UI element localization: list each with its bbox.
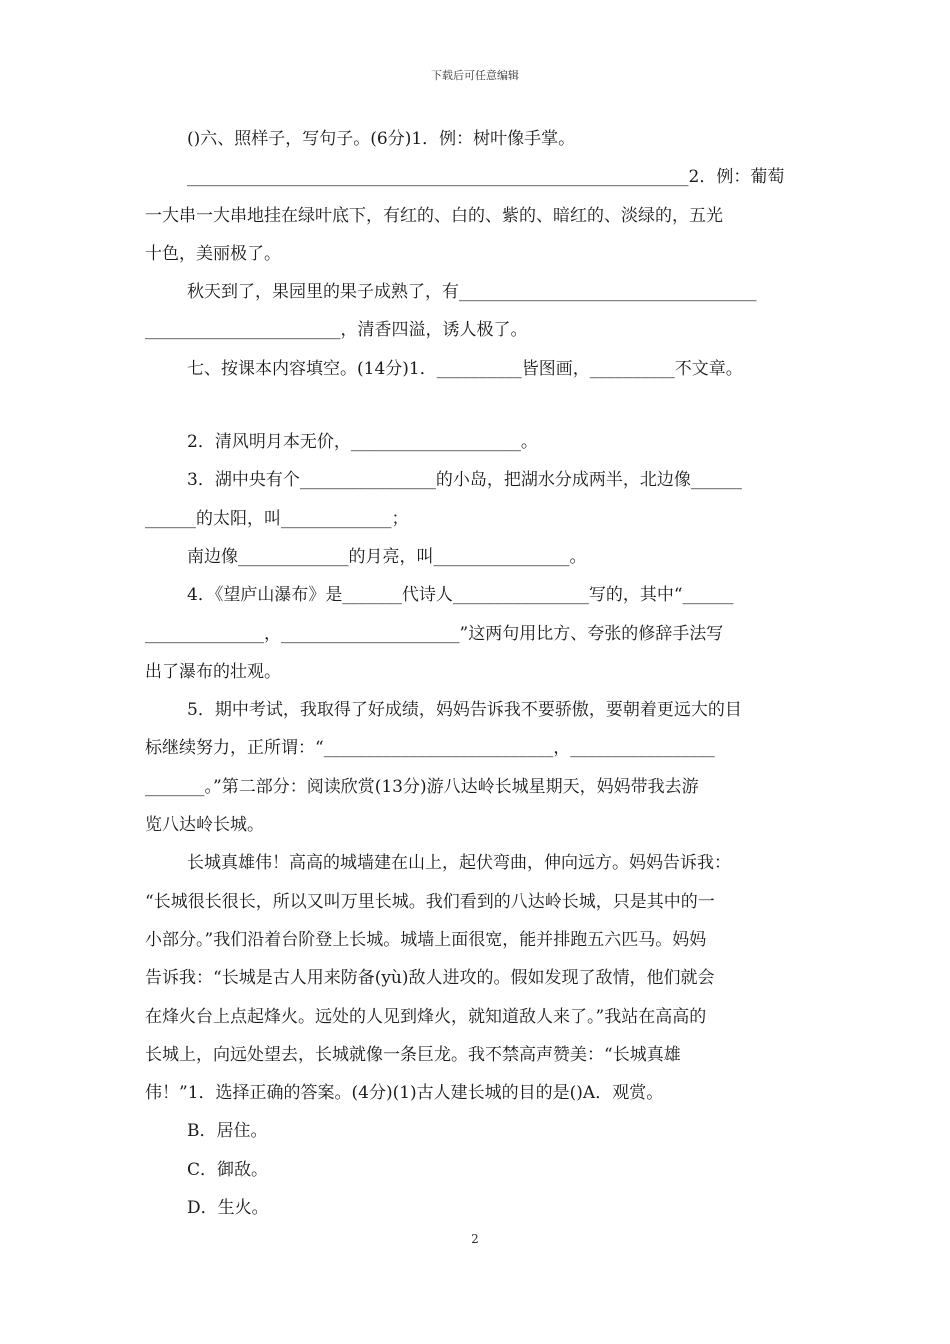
q6-prompt-2-cont: _______________________，清香四溢，诱人极了。: [145, 320, 528, 341]
q7-item-3-cont: ______的太阳，叫_____________；: [145, 508, 409, 529]
page-number: 2: [471, 1232, 479, 1246]
passage-line-3: 小部分。”我们沿着台阶登上长城。城墙上面很宽，能并排跑五六匹马。妈妈: [145, 929, 707, 950]
q7-item-4: 4．《望庐山瀑布》是_______代诗人________________写的，其中“______: [187, 585, 734, 606]
q7-item-4-end: 出了瀑布的壮观。: [145, 661, 281, 682]
option-d: D．生火。: [187, 1198, 269, 1219]
q7-item-2: 2．清风明月本无价，____________________。: [187, 432, 538, 453]
passage-line-2: “长城很长很长，所以又叫万里长城。我们看到的八达岭长城，只是其中的一: [145, 891, 715, 912]
passage-q1: 伟！”1．选择正确的答案。(4分)(1)古人建长城的目的是()A．观赏。: [145, 1083, 664, 1104]
q7-item-4-cont: ______________，_____________________”这两句用比方、夸张的修辞手法写: [145, 623, 724, 644]
q6-heading: ()六、照样子，写句子。(6分)1．例：树叶像手掌。: [187, 129, 576, 149]
passage-title-end: 览八达岭长城。: [145, 815, 264, 836]
document-body: [145, 120, 807, 1227]
q6-example-2: 一大串一大串地挂在绿叶底下，有红的、白的、紫的、暗红的、淡绿的，五光: [145, 205, 723, 226]
q6-answer-line-1: ___________________________________________________________2．例：葡萄: [187, 167, 785, 188]
q7-item-5-cont: 标继续努力，正所谓：“___________________________，_________________: [145, 738, 715, 759]
part2-heading: _______。”第二部分：阅读欣赏(13分)游八达岭长城星期天，妈妈带我去游: [145, 776, 699, 797]
q7-item-3-south: 南边像_____________的月亮，叫________________。: [187, 546, 587, 567]
option-c: C．御敌。: [187, 1159, 269, 1180]
page-header: 下载后可任意编辑: [431, 69, 519, 82]
q7-item-3: 3．湖中央有个________________的小岛，把湖水分成两半，北边像______: [187, 470, 742, 491]
passage-line-1: 长城真雄伟！高高的城墙建在山上，起伏弯曲，伸向远方。妈妈告诉我：: [187, 853, 731, 874]
passage-line-6: 长城上，向远处望去，长城就像一条巨龙。我不禁高声赞美：“长城真雄: [145, 1044, 681, 1065]
spacer: [145, 388, 807, 423]
q6-example-2-cont: 十色，美丽极了。: [145, 243, 281, 264]
option-b: B．居住。: [187, 1121, 268, 1142]
passage-line-5: 在烽火台上点起烽火。远处的人见到烽火，就知道敌人来了。”我站在高高的: [145, 1006, 707, 1027]
q7-heading: 七、按课本内容填空。(14分)1．__________皆图画，__________不文章。: [187, 358, 743, 379]
q6-prompt-2: 秋天到了，果园里的果子成熟了，有___________________________________: [187, 282, 757, 303]
passage-line-4: 告诉我：“长城是古人用来防备(yù)敌人进攻的。假如发现了敌情，他们就会: [145, 968, 715, 989]
q7-item-5: 5．期中考试，我取得了好成绩，妈妈告诉我不要骄傲，要朝着更远大的目: [187, 700, 742, 721]
